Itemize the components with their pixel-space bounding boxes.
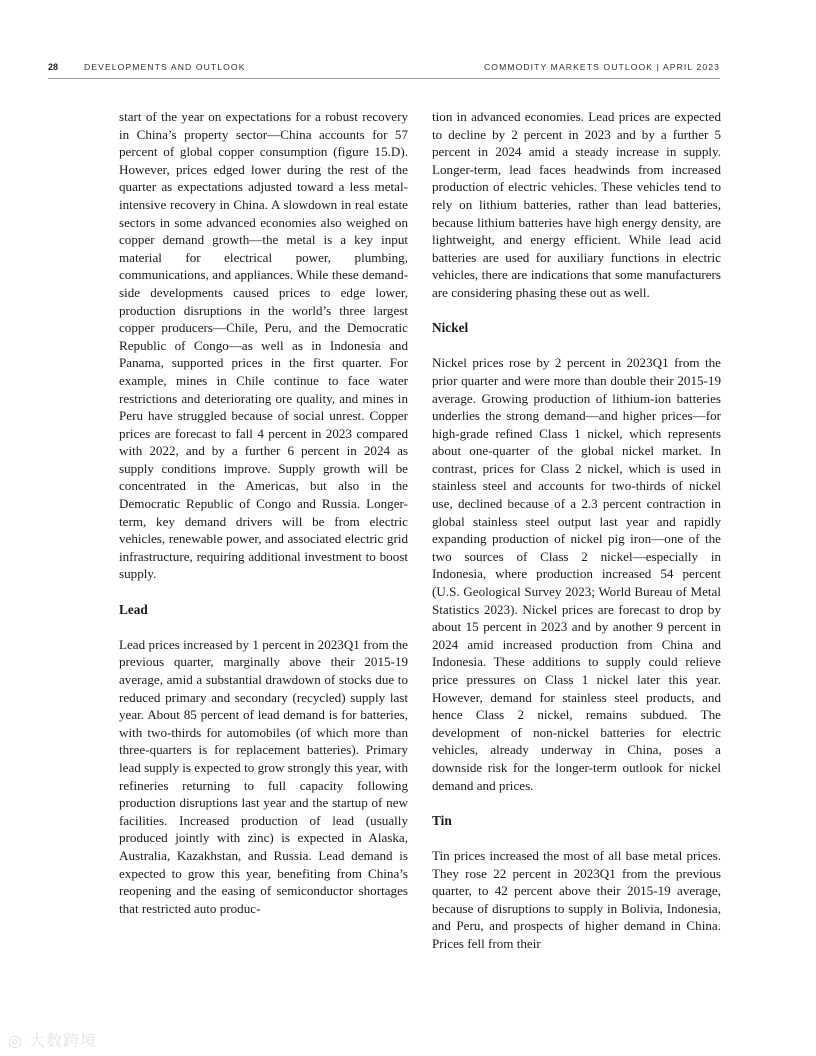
lead-paragraph-continued: tion in advanced economies. Lead prices are expected to decline by 2 percent in 2023 and by a further 5 percent in 2024 amid a steady increase in supply. Longer-term, lead faces headwinds from increased production of electric vehicles. These vehicles tend to rely on lithium batteries, rather than lead batteries, because lithium batteries have high energy density, are lightweight, and energy efficient. While lead acid batteries are used for auxiliary functions in electric vehicles, there are indications that some manufacturers are considering phasing these out as well. (432, 109, 721, 300)
header-divider (48, 78, 720, 79)
page-number: 28 (48, 62, 59, 72)
publication-title: COMMODITY MARKETS OUTLOOK | APRIL 2023 (483, 62, 720, 72)
tin-heading: Tin (432, 812, 452, 828)
running-header (48, 62, 720, 76)
nickel-heading: Nickel (432, 320, 469, 336)
lead-paragraph: Lead prices increased by 1 percent in 2023Q1 from the previous quarter, marginally above their 2015-19 average, amid a substantial drawdown of stocks due to reduced primary and secondary (recycled) supply last year. About 85 percent of lead demand is for batteries, with two-thirds for automobiles (of which more than three-quarters is for replacement batteries). Primary lead supply is expected to grow strongly this year, with refineries returning to full capacity following production disruptions last year and the startup of new facilities. Increased production of lead (usually produced jointly with zinc) is expected in Alaska, Australia, Kazakhstan, and Russia. Lead demand is expected to grow this year, benefiting from China’s reopening and the easing of semiconductor shortages that restricted auto produc- (119, 636, 408, 916)
right-column (432, 108, 721, 953)
watermark-logo-icon: ◎ (8, 1031, 23, 1050)
copper-paragraph-continued: start of the year on expectations for a robust recovery in China’s property sector—China accounts for 57 percent of global copper consumption (figure 15.D). However, prices edged lower during the rest of the quarter as expectations adjusted toward a less metal-intensive recovery in China. A slowdown in real estate sectors in some advanced economies also weighed on copper demand growth—the metal is a key input material for electrical power, plumbing, communications, and appliances. While these demand-side developments caused prices to edge lower, production disruptions in the world’s three largest copper producers—Chile, Peru, and the Democratic Republic of Congo—as well as in Indonesia and Panama, supported prices in the first quarter. For example, mines in Chile continue to face water restrictions and deteriorating ore quality, and mines in Peru have struggled because of social unrest. Copper prices are forecast to fall 4 percent in 2023 compared with 2022, and by a further 6 percent in 2024 as supply conditions improve. Supply growth will be concentrated in the Americas, but also in the Democratic Republic of Congo and Russia. Longer-term, key demand drivers will be from electric vehicles, renewable power, and associated electric grid infrastructure, requiring additional investment to boost supply. (119, 109, 408, 582)
tin-paragraph: Tin prices increased the most of all base metal prices. They rose 22 percent in 2023Q1 from the previous quarter, to 42 percent above their 2015-19 average, because of disruptions to supply in Bolivia, Indonesia, and Peru, and prospects of higher demand in China. Prices fell from their (432, 847, 721, 951)
watermark (8, 1028, 97, 1051)
lead-heading: Lead (119, 601, 148, 617)
watermark-text: 大数跨境 (29, 1031, 98, 1050)
left-column (119, 108, 408, 917)
section-title: DEVELOPMENTS AND OUTLOOK (84, 62, 246, 72)
nickel-paragraph: Nickel prices rose by 2 percent in 2023Q1 from the prior quarter and were more than double their 2015-19 average. Growing production of lithium-ion batteries underlies the strong demand—and higher prices—for high-grade refined Class 1 nickel, which represents about one-quarter of the global nickel market. In contrast, prices for Class 2 nickel, which is used in stainless steel and accounts for two-thirds of nickel use, declined because of a 2.3 percent contraction in global stainless steel output last year and rapidly expanding production of nickel pig iron—one of the two sources of Class 2 nickel—especially in Indonesia, where production increased 54 percent (U.S. Geological Survey 2023; World Bureau of Metal Statistics 2023). Nickel prices are forecast to drop by about 15 percent in 2023 and by another 9 percent in 2024 amid increased production from China and Indonesia. These additions to supply could relieve price pressures on Class 1 nickel later this year. However, demand for stainless steel products, and hence Class 2 nickel, remains subdued. The development of non-nickel batteries for electric vehicles, already underway in China, poses a downside risk for the longer-term outlook for nickel demand and prices. (432, 355, 721, 793)
